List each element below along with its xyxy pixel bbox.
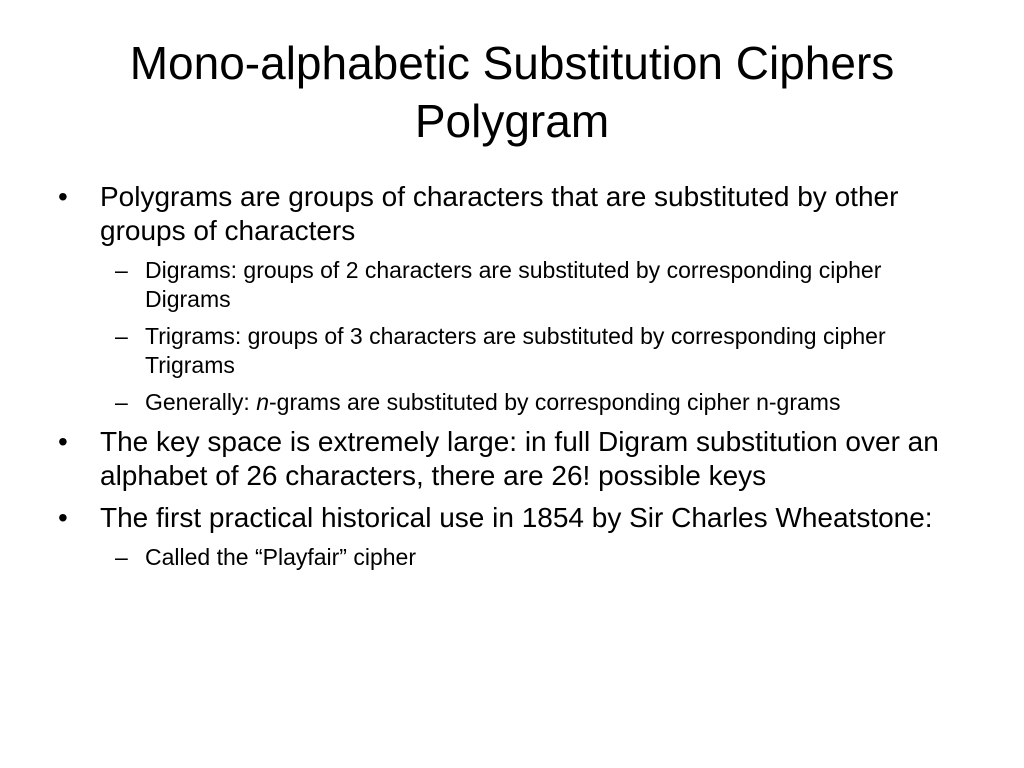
bullet-polygrams [58,180,968,248]
bullet-historical-use [58,501,968,535]
title-line-1: Mono-alphabetic Substitution Ciphers [129,37,895,89]
title-line-2: Polygram [414,95,610,147]
sub-marker: – [115,257,128,283]
sub-marker: – [115,389,128,415]
sub-bullet-generally [58,388,968,417]
bullet-marker: • [58,426,68,457]
sub-bullet-suffix: -grams are substituted by corresponding cipher n-grams [269,389,841,415]
sub-bullet-text: Trigrams: groups of 3 characters are substituted by corresponding cipher Trigrams [145,323,886,378]
sub-list-historical-use [58,543,968,572]
bullet-text: The key space is extremely large: in full Digram substitution over an alphabet of 26 characters, there are 26! possible keys [100,426,939,491]
sub-bullet-text: Digrams: groups of 2 characters are substituted by corresponding cipher Digrams [145,257,882,312]
slide-title [40,34,984,150]
bullet-text: The first practical historical use in 1854 by Sir Charles Wheatstone: [100,502,933,533]
sub-marker: – [115,323,128,349]
bullet-marker: • [58,502,68,533]
bullet-key-space [58,425,968,493]
slide-body [58,180,968,580]
sub-marker: – [115,544,128,570]
sub-bullet-prefix: Generally: [145,389,257,415]
sub-bullet-digrams [58,256,968,314]
sub-bullet-playfair [58,543,968,572]
sub-bullet-trigrams [58,322,968,380]
sub-list-polygrams [58,256,968,417]
bullet-marker: • [58,181,68,212]
sub-bullet-italic: n [256,389,270,415]
sub-bullet-text: Called the “Playfair” cipher [145,544,417,570]
bullet-text: Polygrams are groups of characters that are substituted by other groups of characters [100,181,899,246]
